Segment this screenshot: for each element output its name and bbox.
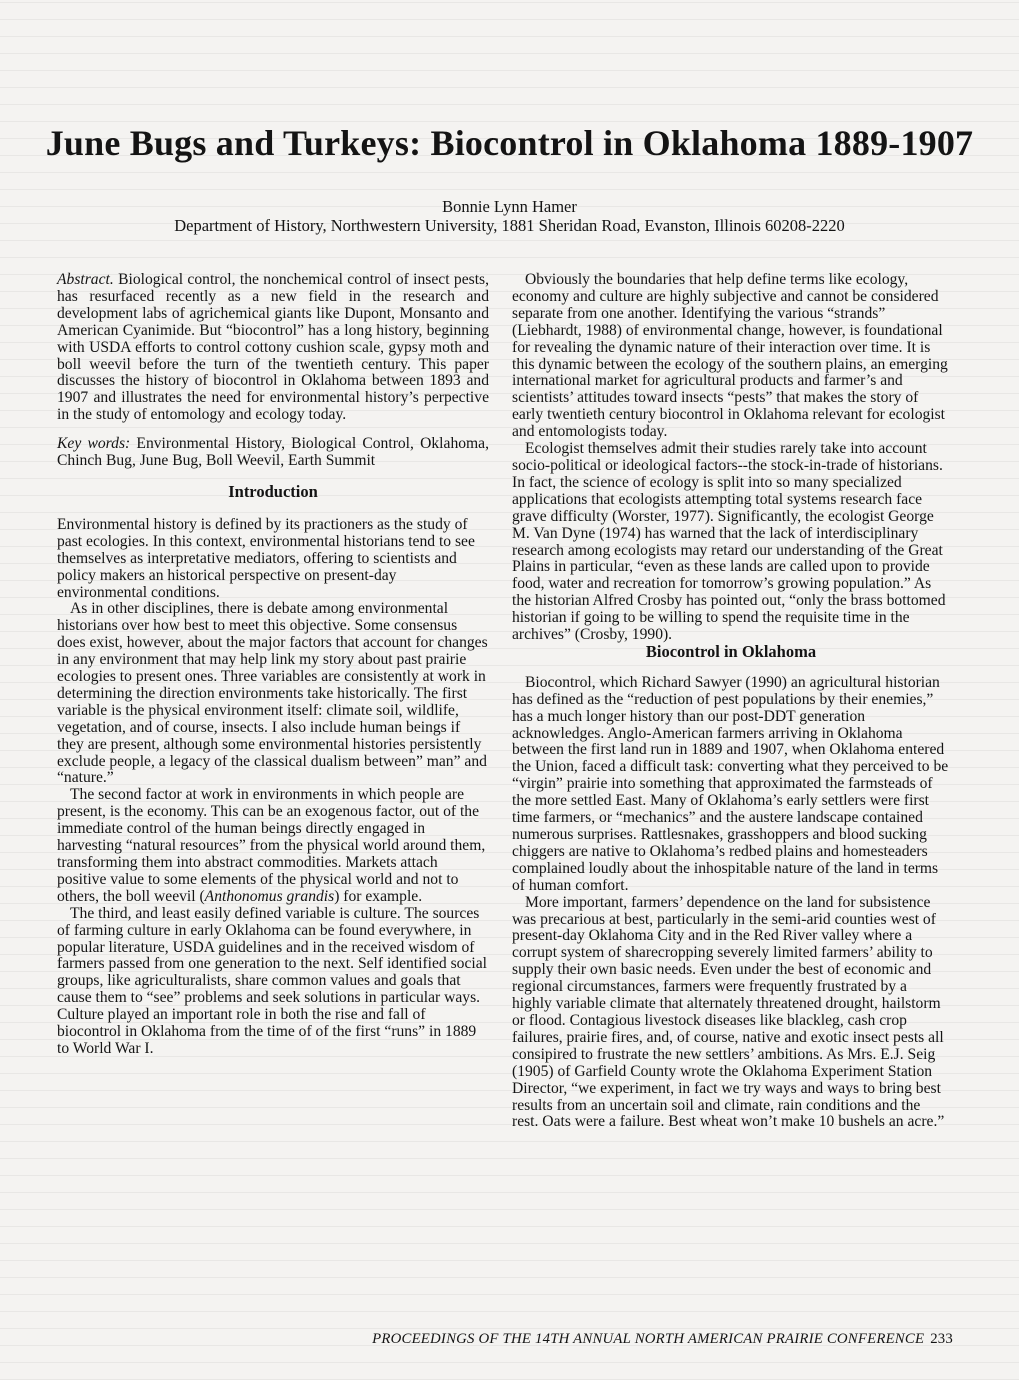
introduction-heading: Introduction (228, 481, 318, 501)
intro-paragraph-4: The third, and least easily defined variable is culture. The sources of farming culture in early Oklahoma can be found everywhere, in popular literature, USDA guidelines and in the received wisdom of farmers passed from one generation to the next. Self identified social groups, like agriculturalists, share common values and goals that cause them to “see” problems and seek solutions in particular ways. Culture played an important role in both the rise and fall of biocontrol in Oklahoma from the time of of the first “runs” in 1889 to World War I. (57, 904, 487, 1057)
abstract-text: Biological control, the nonchemical control of insect pests, has resurfaced recently as a new field in the research and development labs of agrichemical giants like Dupont, Monsanto and American Cyanimide. But “biocontrol” has a long history, beginning with USDA efforts to control cottony cushion scale, gypsy moth and boll weevil before the turn of the twentieth century. This paper discusses the history of biocontrol in Oklahoma between 1893 and 1907 and illustrates the need for environmental history’s perpective in the study of entomology and ecology today. (57, 271, 489, 424)
page-number: 233 (930, 1331, 953, 1347)
biocontrol-paragraph-2: More important, farmers’ dependence on the land for subsistence was precarious at best, particularly in the semi-arid counties west of present-day Oklahoma City and in the Red River valley where a corrupt system of sharecropping severely limited farmers’ ability to supply their own basic needs. Even under the best of economic and regional circumstances, farmers were frequently frustrated by a highly variable climate that alternately threatened drought, hailstorm or flood. Contagious livestock diseases like blackleg, cash crop failures, prairie fires, and, of course, native and exotic insect pests all consipired to frustrate the new settlers’ ambitions. As Mrs. E.J. Seig (1905) of Garfield County wrote the Oklahoma Experiment Station Director, “we experiment, in fact we try ways and ways to bring best results from an uncertain soil and climate, rain conditions and the rest. Oats were a failure. Best wheat won’t make 10 bushels an acre.” (512, 893, 945, 1131)
right-column (512, 272, 950, 1131)
intro-paragraph-3 (57, 787, 489, 905)
biocontrol-heading: Biocontrol in Oklahoma (645, 641, 817, 661)
author-affiliation: Department of History, Northwestern University, 1881 Sheridan Road, Evanston, Illinois 60208-2220 (174, 216, 845, 235)
intro-p3-text-a: The second factor at work in environments in which people are present, is the economy. This can be an exogenous factor, out of the immediate control of the human beings directly engaged in harvesting “natural resources” from the physical world around them, transforming them into abstract commodities. Markets attach positive value to some elements of the physical world and not to others, the boll weevil ( (57, 786, 486, 905)
intro-p3-text-b: ) for example. (334, 887, 423, 905)
intro-paragraph-2: As in other disciplines, there is debate among environmental historians over how best to meet this objective. Some consensus does exist, however, about the major factors that account for changes in any environment that may help link my story about past prairie ecologies to present ones. Three variables are consistently at work in determining the direction environments take historically. The first variable is the physical environment itself: climate soil, wildlife, vegetation, and of course, insects. I also include human beings if they are present, although some environmental histories persistently exclude people, a legacy of the classical dualism between” man” and “nature.” (57, 600, 488, 787)
page-footer (372, 1331, 953, 1348)
intro-paragraph-1: Environmental history is defined by its practioners as the study of past ecologies. In this context, environmental historians tend to see themselves as interpretative mediators, offering to scientists and policy makers an historical perspective on present-day environmental conditions. (57, 515, 475, 601)
paper-title: June Bugs and Turkeys: Biocontrol in Oklahoma 1889-1907 (45, 123, 974, 163)
biocontrol-paragraph-1: Biocontrol, which Richard Sawyer (1990) an agricultural historian has defined as the “reduction of pest populations by their enemies,” has a much longer history than our post-DDT generation acknowledges. Anglo-American farmers arriving in Oklahoma between the first land run in 1889 and 1907, when Oklahoma entered the Union, faced a difficult task: converting what they perceived to be “virgin” prairie into something that approximated the farmsteads of the more settled East. Many of Oklahoma’s early settlers were first time farmers, or “mechanics” and the austere landscape contained numerous surprises. Rattlesnakes, grasshoppers and blood sucking chiggers are native to Oklahoma’s redbed plains and homesteaders complained loudly about the inhospitable nature of the land in terms of human comfort. (512, 673, 949, 894)
left-column (57, 272, 489, 1058)
proceedings-title: PROCEEDINGS OF THE 14TH ANNUAL NORTH AMERICAN PRAIRIE CONFERENCE (372, 1331, 925, 1347)
author-name: Bonnie Lynn Hamer (442, 197, 577, 216)
right-paragraph-1: Obviously the boundaries that help define terms like ecology, economy and culture are highly subjective and cannot be considered separate from one another. Identifying the various “strands” (Liebhardt, 1988) of environmental change, however, is foundational for revealing the dynamic nature of their interaction over time. It is this dynamic between the ecology of the southern plains, an emerging international market for agricultural products and farmer’s and scientists’ attitudes toward insects “pests” that makes the story of early twentieth century biocontrol in Oklahoma relevant for ecologist and entomologists today. (512, 271, 948, 441)
keywords (57, 436, 489, 470)
abstract-label: Abstract. (57, 271, 114, 288)
keywords-label: Key words: (57, 435, 131, 453)
abstract (57, 272, 489, 424)
species-name: Anthonomus grandis (204, 887, 335, 905)
right-paragraph-2: Ecologist themselves admit their studies rarely take into account socio-political or ideological factors--the stock-in-trade of historians. In fact, the science of ecology is split into so many specialized applications that ecologists attempting total systems research face grave difficulty (Worster, 1977). Significantly, the ecologist George M. Van Dyne (1974) has warned that the lack of interdisciplinary research among ecologists may retard our understanding of the Great Plains in particular, “even as these lands are called upon to provide food, water and recreation for tomorrow’s growing population.” As the historian Alfred Crosby has pointed out, “only the brass bottomed historian if going to be willing to spend the requisite time in the archives” (Crosby, 1990). (512, 440, 946, 644)
keywords-text: Environmental History, Biological Control, Oklahoma, Chinch Bug, June Bug, Boll Weevil, Earth Summit (57, 435, 489, 470)
